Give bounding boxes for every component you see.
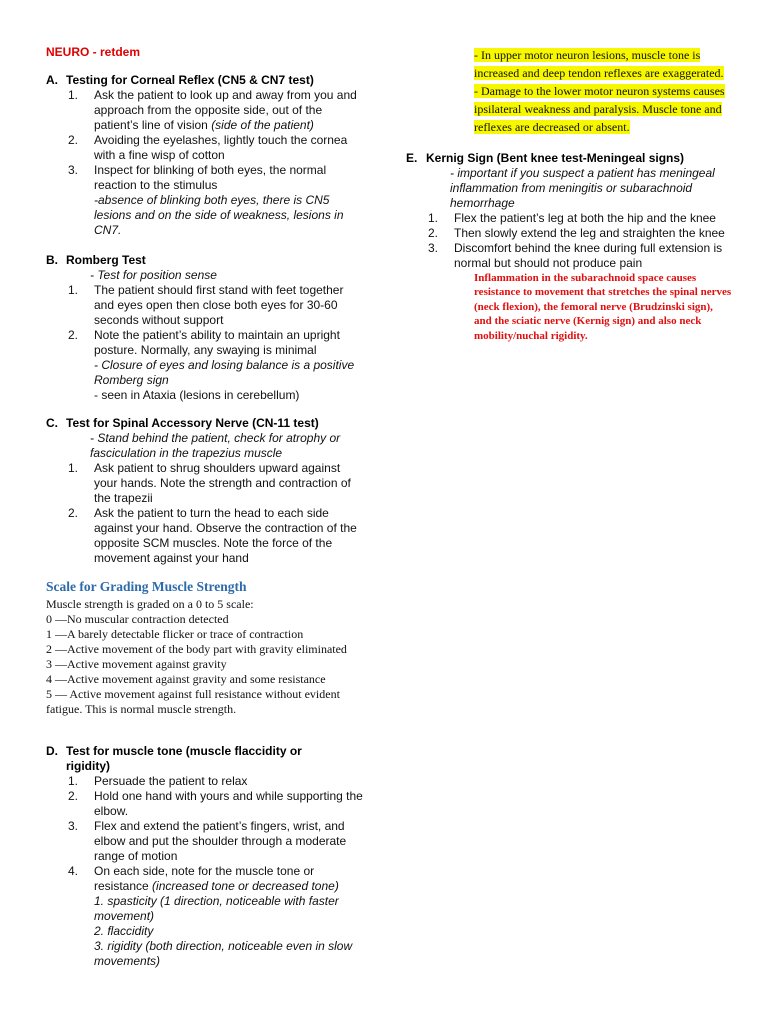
- list-item: [46, 88, 366, 133]
- list-item: [46, 328, 366, 403]
- item-text: Persuade the patient to relax: [94, 774, 248, 788]
- section-d-list: [46, 774, 366, 969]
- highlight-line-2: - Damage to the lower motor neuron systems causes ipsilateral weakness and paralysis. Muscle tone and reflexes are decreased or absent.: [474, 84, 725, 134]
- item-sub-point: 1. spasticity (1 direction, noticeable with faster movement): [94, 894, 339, 923]
- section-e-letter: E.: [406, 151, 418, 165]
- item-number: 2.: [68, 789, 79, 803]
- item-text-italic: - Closure of eyes and losing balance is a positive Romberg sign: [94, 358, 355, 387]
- section-c-note: - Stand behind the patient, check for atrophy or fasciculation in the trapezius muscle: [90, 431, 341, 460]
- item-text: Flex the patient’s leg at both the hip and the knee: [454, 211, 716, 225]
- item-text: Ask the patient to turn the head to each side against your hand. Observe the contraction of the opposite SCM muscles. Note the force of the movement against your hand: [94, 506, 357, 565]
- section-e-list: [406, 166, 732, 343]
- scale-line: 4 —Active movement against gravity and some resistance: [46, 672, 326, 686]
- item-text: The patient should first stand with feet together and eyes open then close both eyes for 30-60 seconds without support: [94, 283, 344, 327]
- section-c-letter: C.: [46, 416, 58, 430]
- item-text-italic: (side of the patient): [211, 118, 314, 132]
- section-c-list: [46, 431, 366, 566]
- item-text: Then slowly extend the leg and straighten the knee: [454, 226, 725, 240]
- item-text-italic: -absence of blinking both eyes, there is CN5 lesions and on the side of weakness, lesions in CN7.: [94, 193, 344, 237]
- scale-line: fatigue. This is normal muscle strength.: [46, 702, 237, 716]
- section-d-heading: [46, 744, 366, 774]
- document-title: NEURO - retdem: [46, 45, 141, 59]
- item-text: Flex and extend the patient’s fingers, wrist, and elbow and put the shoulder through a moderate range of motion: [94, 819, 347, 863]
- list-item: [46, 283, 366, 328]
- section-d: [46, 744, 366, 969]
- list-item: [46, 163, 366, 238]
- section-c: [46, 416, 366, 566]
- list-item: [46, 506, 366, 566]
- item-number: 3.: [68, 819, 79, 833]
- section-d-title: Test for muscle tone (muscle flaccidity or rigidity): [66, 744, 302, 773]
- item-text: Discomfort behind the knee during full extension is normal but should not produce pain: [454, 241, 723, 270]
- section-a-heading: [46, 73, 366, 88]
- item-number: 2.: [68, 133, 79, 147]
- list-item: [46, 774, 366, 789]
- item-text-plain: Inspect for blinking of both eyes, the normal reaction to the stimulus: [94, 163, 327, 192]
- section-c-title: Test for Spinal Accessory Nerve (CN-11 test): [66, 416, 319, 430]
- list-item: [46, 461, 366, 506]
- list-item: [46, 133, 366, 163]
- scale-intro: Muscle strength is graded on a 0 to 5 scale:: [46, 597, 254, 611]
- section-e-note: - important if you suspect a patient has meningeal inflammation from meningitis or subarachnoid hemorrhage: [450, 166, 715, 210]
- section-a: [46, 73, 366, 238]
- item-text: [90, 88, 366, 133]
- item-number: 2.: [68, 506, 79, 520]
- item-number: 1.: [68, 774, 79, 788]
- section-a-list: [46, 88, 366, 238]
- item-text-extra: - seen in Ataxia (lesions in cerebellum): [94, 388, 300, 402]
- item-text: [90, 864, 366, 969]
- item-number: 3.: [68, 163, 79, 177]
- item-number: 4.: [68, 864, 79, 878]
- item-number: 2.: [68, 328, 79, 342]
- item-number: 2.: [428, 226, 439, 240]
- scale-line: 2 —Active movement of the body part with gravity eliminated: [46, 642, 347, 656]
- item-sub-point: 3. rigidity (both direction, noticeable even in slow movements): [94, 939, 353, 968]
- section-b-note: - Test for position sense: [90, 268, 217, 282]
- item-text: [90, 163, 366, 238]
- item-number: 1.: [68, 461, 79, 475]
- section-d-letter: D.: [46, 744, 58, 758]
- scale-line: 5 — Active movement against full resistance without evident: [46, 687, 340, 701]
- list-item: [46, 819, 366, 864]
- section-e: [406, 151, 732, 343]
- list-item: [406, 211, 732, 226]
- muscle-strength-scale: [46, 579, 376, 717]
- item-text: Ask patient to shrug shoulders upward against your hands. Note the strength and contraction of the trapezii: [94, 461, 351, 505]
- item-number: 1.: [428, 211, 439, 225]
- section-b-heading: [46, 253, 366, 268]
- scale-line: 3 —Active movement against gravity: [46, 657, 227, 671]
- scale-line: 1 —A barely detectable flicker or trace of contraction: [46, 627, 304, 641]
- section-a-letter: A.: [46, 73, 58, 87]
- item-text: Avoiding the eyelashes, lightly touch the cornea with a fine wisp of cotton: [94, 133, 348, 162]
- list-item: [406, 241, 732, 271]
- item-text-plain: On each side, note for the muscle tone or resistance: [94, 864, 315, 893]
- item-sub-point: 2. flaccidity: [94, 924, 154, 938]
- section-b-list: [46, 268, 366, 403]
- item-text-italic: (increased tone or decreased tone): [152, 879, 339, 893]
- item-number: 1.: [68, 88, 79, 102]
- list-item: [46, 789, 366, 819]
- item-text: Hold one hand with yours and while supporting the elbow.: [94, 789, 363, 818]
- item-number: 3.: [428, 241, 439, 255]
- kernig-red-note: Inflammation in the subarachnoid space causes resistance to movement that stretches the spinal nerves (neck flexion), the femoral nerve (Brudzinski sign), and the sciatic nerve (Kernig sign) and also neck mobility/nuchal rigidity.: [474, 272, 732, 342]
- scale-title: Scale for Grading Muscle Strength: [46, 579, 247, 594]
- scale-line: 0 —No muscular contraction detected: [46, 612, 229, 626]
- highlight-line-1: - In upper motor neuron lesions, muscle tone is increased and deep tendon reflexes are exaggerated.: [474, 48, 724, 80]
- section-b-title: Romberg Test: [66, 253, 146, 267]
- highlight-note: [474, 46, 730, 136]
- section-e-heading: [406, 151, 732, 166]
- item-text: [90, 328, 366, 403]
- section-c-heading: [46, 416, 366, 431]
- section-b-letter: B.: [46, 253, 58, 267]
- section-e-title: Kernig Sign (Bent knee test-Meningeal signs): [426, 151, 685, 165]
- section-a-title: Testing for Corneal Reflex (CN5 & CN7 test): [66, 73, 314, 87]
- item-text-plain: Ask the patient to look up and away from you and approach from the opposite side, out of the patient’s line of vision: [94, 88, 357, 132]
- list-item: [46, 864, 366, 969]
- section-b: [46, 253, 366, 403]
- item-text-plain: Note the patient’s ability to maintain an upright posture. Normally, any swaying is minimal: [94, 328, 340, 357]
- item-number: 1.: [68, 283, 79, 297]
- list-item: [406, 226, 732, 241]
